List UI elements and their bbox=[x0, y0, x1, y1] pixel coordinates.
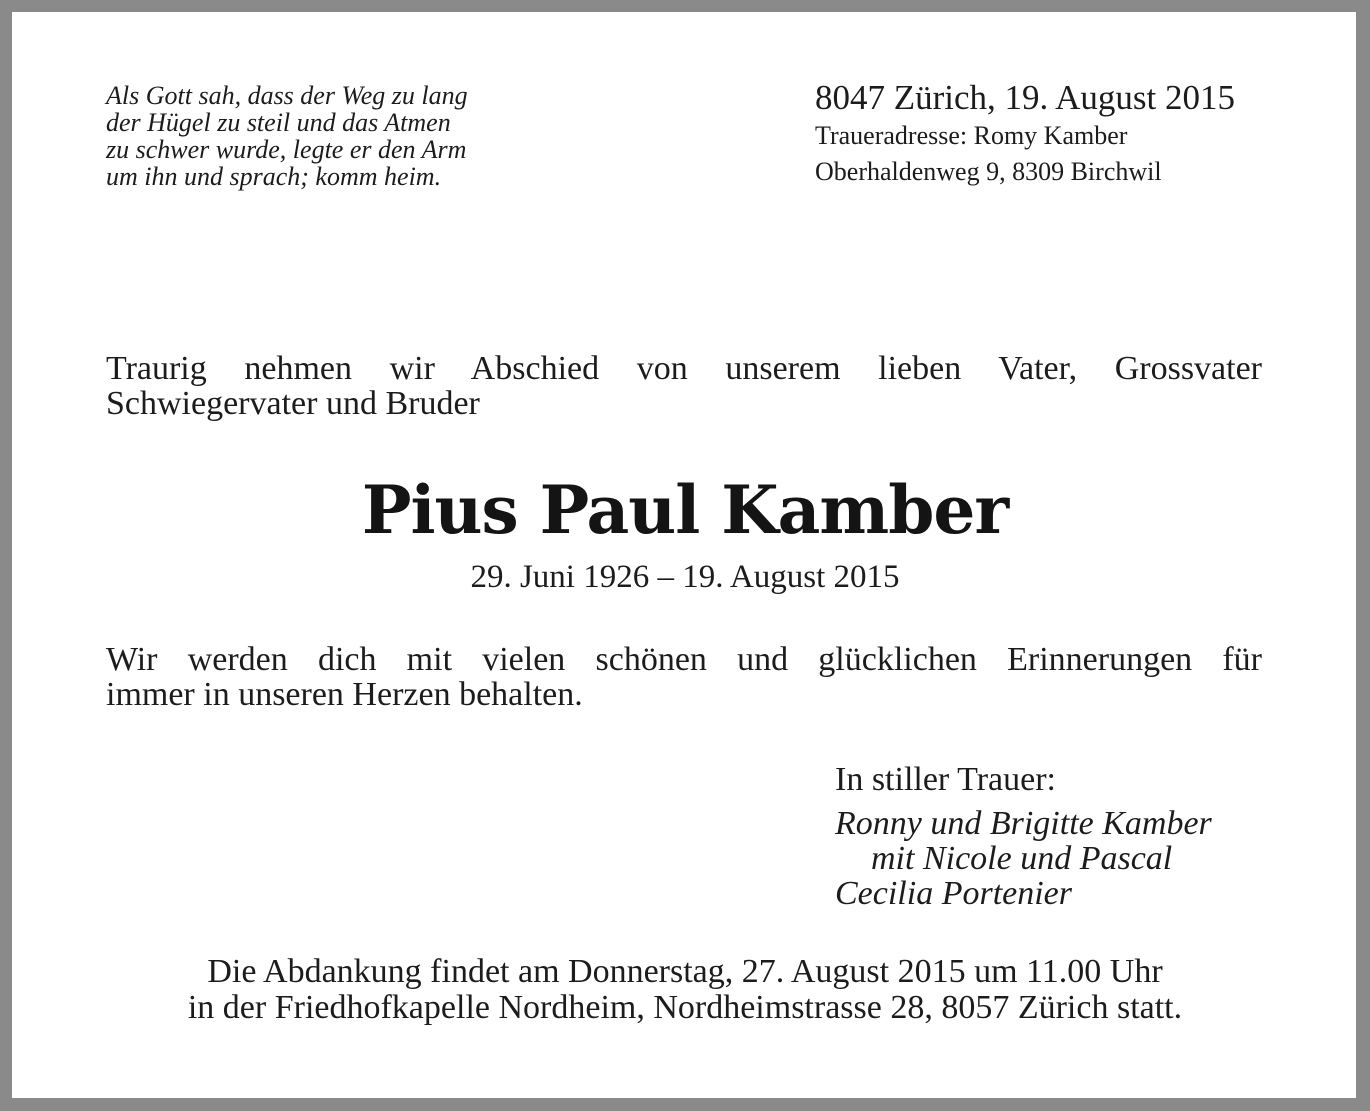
funeral-service-info bbox=[12, 954, 1358, 1026]
intro-line: Traurig nehmen wir Abschied von unserem lieben Vater, Grossvater bbox=[106, 350, 1262, 387]
life-dates: 29. Juni 1926 – 19. August 2015 bbox=[470, 559, 900, 595]
service-line: in der Friedhofkapelle Nordheim, Nordheimstrasse 28, 8057 Zürich statt. bbox=[187, 989, 1183, 1026]
header-place-address bbox=[815, 78, 1275, 190]
poem-line: zu schwer wurde, legte er den Arm bbox=[106, 135, 467, 164]
mourning-address-street: Oberhaldenweg 9, 8309 Birchwil bbox=[815, 157, 1162, 186]
poem-line: Als Gott sah, dass der Weg zu lang bbox=[106, 81, 468, 110]
mourning-address-name: Traueradresse: Romy Kamber bbox=[815, 121, 1128, 150]
mourners-list bbox=[835, 806, 1275, 911]
deceased-name: Pius Paul Kamber bbox=[361, 471, 1009, 549]
intro-line: Schwiegervater und Bruder bbox=[106, 385, 480, 422]
poem-line: um ihn und sprach; komm heim. bbox=[106, 162, 442, 191]
intro-text bbox=[106, 351, 1262, 421]
memory-text bbox=[106, 642, 1262, 712]
service-line: Die Abdankung findet am Donnerstag, 27. August 2015 um 11.00 Uhr bbox=[207, 953, 1163, 990]
mourner-name: Cecilia Portenier bbox=[835, 875, 1073, 912]
poem-verse bbox=[106, 82, 546, 190]
memory-line: immer in unseren Herzen behalten. bbox=[106, 676, 583, 713]
obituary-notice bbox=[12, 12, 1356, 1098]
mourner-name: Ronny und Brigitte Kamber bbox=[835, 805, 1212, 842]
poem-line: der Hügel zu steil und das Atmen bbox=[106, 108, 451, 137]
mourner-name: mit Nicole und Pascal bbox=[871, 840, 1173, 877]
mourning-label: In stiller Trauer: bbox=[835, 761, 1056, 798]
mourners-block bbox=[835, 760, 1275, 911]
place-date: 8047 Zürich, 19. August 2015 bbox=[815, 78, 1235, 117]
memory-line: Wir werden dich mit vielen schönen und glücklichen Erinnerungen für bbox=[106, 641, 1262, 678]
